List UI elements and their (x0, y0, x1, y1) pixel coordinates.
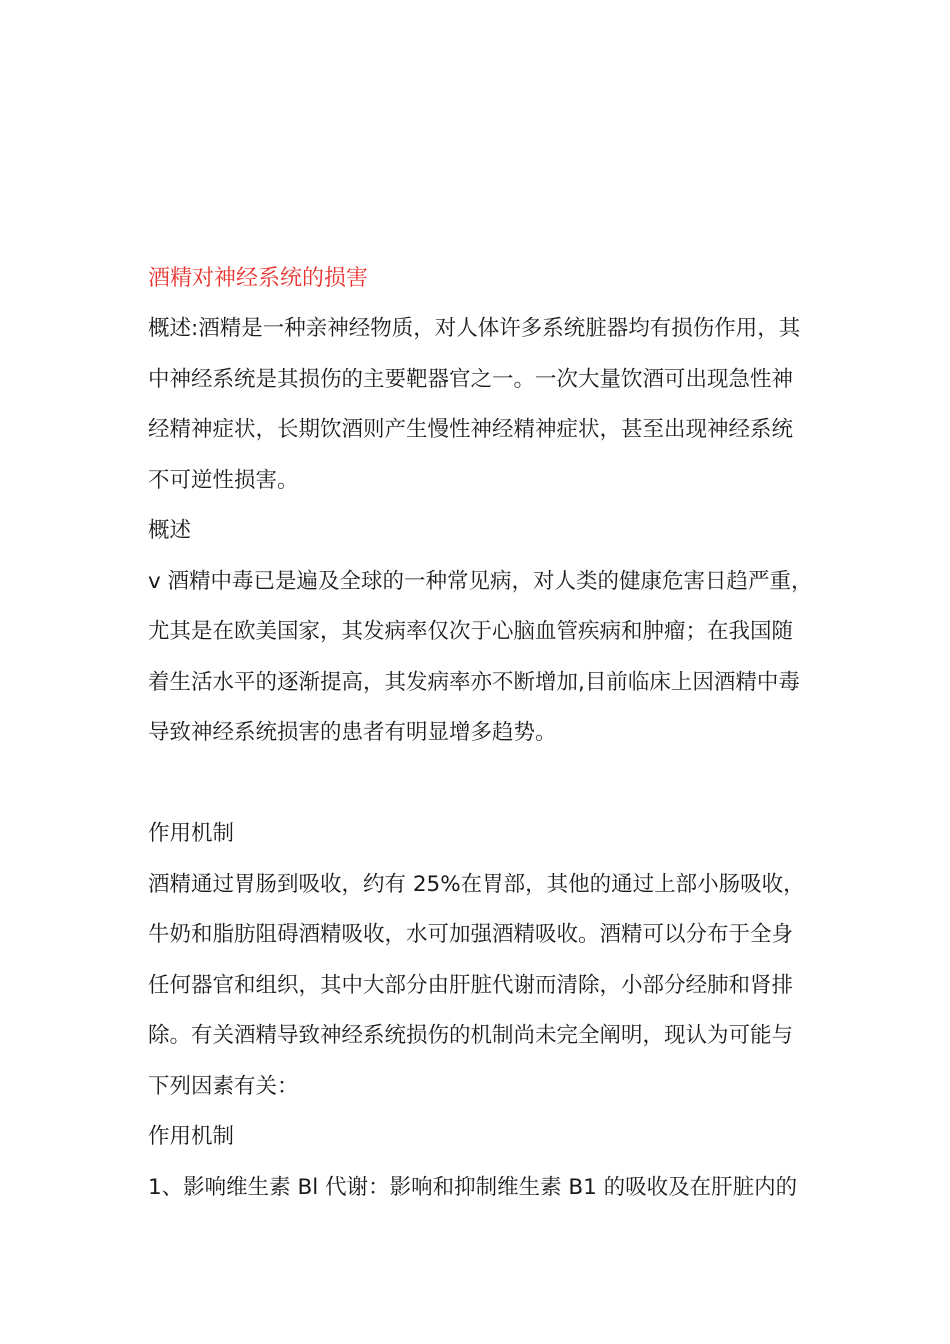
section-heading: 作用机制 (148, 1124, 235, 1149)
paragraph-line: 中神经系统是其损伤的主要靶器官之一。一次大量饮酒可出现急性神 (148, 366, 794, 392)
document-body (148, 254, 838, 1213)
paragraph-line: 尤其是在欧美国家，其发病率仅次于心脑血管疾病和肿瘤；在我国随 (148, 619, 794, 644)
paragraph-line: 概述:酒精是一种亲神经物质，对人体许多系统脏器均有损伤作用，其 (148, 316, 801, 341)
paragraph-line: 酒精通过胃肠到吸收，约有 25%在胃部，其他的通过上部小肠吸收， (148, 871, 805, 897)
blank-line (148, 759, 838, 810)
paragraph-line: 不可逆性损害。 (148, 467, 299, 493)
paragraph-line: 1、影响维生素 Bl 代谢：影响和抑制维生素 B1 的吸收及在肝脏内的 (148, 1174, 798, 1200)
paragraph-line: 经精神症状，长期饮酒则产生慢性神经精神症状，甚至出现神经系统 (148, 417, 794, 442)
paragraph-line: 着生活水平的逐渐提高，其发病率亦不断增加,目前临床上因酒精中毒 (148, 669, 800, 695)
document-title: 酒精对神经系统的损害 (148, 266, 369, 291)
paragraph-line: 导致神经系统损害的患者有明显增多趋势。 (148, 720, 557, 745)
paragraph-line: 牛奶和脂肪阻碍酒精吸收，水可加强酒精吸收。酒精可以分布于全身 (148, 922, 794, 947)
section-heading: 作用机制 (148, 821, 235, 846)
paragraph-line: 下列因素有关： (148, 1073, 299, 1099)
paragraph-line: 除。有关酒精导致神经系统损伤的机制尚未完全阐明，现认为可能与 (148, 1023, 794, 1048)
paragraph-line: 任何器官和组织，其中大部分由肝脏代谢而清除，小部分经肺和肾排 (148, 972, 794, 998)
section-heading: 概述 (148, 518, 192, 543)
paragraph-line: v 酒精中毒已是遍及全球的一种常见病，对人类的健康危害日趋严重， (148, 568, 813, 594)
